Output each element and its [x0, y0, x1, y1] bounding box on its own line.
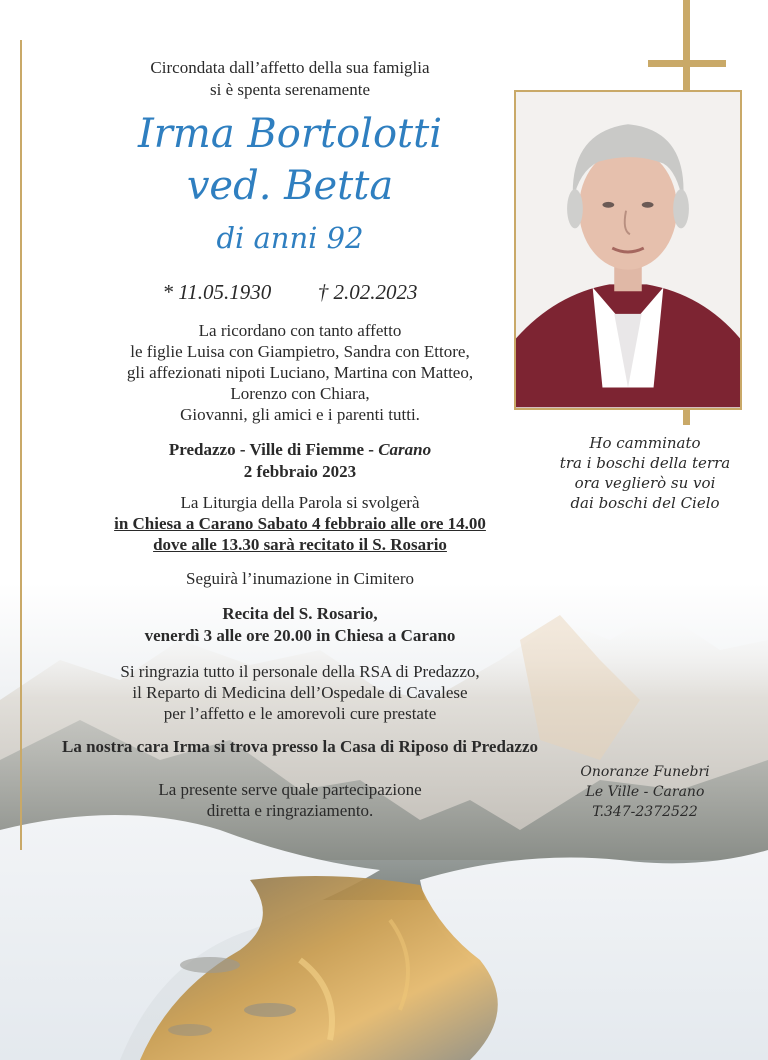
family-line-1: La ricordano con tanto affetto: [198, 321, 402, 340]
liturgy-line-2: in Chiesa a Carano Sabato 4 febbraio alle ore 14.00: [114, 514, 486, 533]
place-main: Predazzo - Ville di Fiemme -: [168, 440, 379, 459]
funeral-home-location: Le Ville - Carano: [585, 784, 705, 800]
poem-line-3: ora veglierò su voi: [574, 474, 716, 492]
family-line-2: le figlie Luisa con Giampietro, Sandra con Ettore,: [130, 342, 470, 361]
funeral-home-phone: T.347-2372522: [592, 804, 698, 820]
funeral-home-name: Onoranze Funebri: [580, 764, 710, 780]
intro-text: [90, 57, 490, 101]
place-italic: Carano: [378, 440, 432, 459]
thanks-line-2: il Reparto di Medicina dell’Ospedale di Cavalese: [132, 683, 468, 702]
intro-line-1: Circondata dall’affetto della sua famiglia: [150, 58, 430, 77]
portrait-image: [516, 92, 740, 408]
funeral-home: [545, 762, 745, 822]
liturgy-line-3: dove alle 13.30 sarà recitato il S. Rosario: [153, 535, 447, 554]
thanks-line-3: per l’affetto e le amorevoli cure prestate: [163, 704, 437, 723]
death-date: † 2.02.2023: [317, 280, 418, 304]
liturgy-text: [50, 492, 550, 555]
life-dates: [90, 278, 490, 306]
announcement-date: 2 febbraio 2023: [243, 462, 357, 481]
rosary-line-1: Recita del S. Rosario,: [222, 604, 378, 623]
portrait-photo: [514, 90, 742, 410]
rosary-line-2: venerdì 3 alle ore 20.00 in Chiesa a Carano: [144, 626, 456, 645]
closing-text: [90, 779, 490, 821]
deceased-age: di anni 92: [216, 221, 364, 255]
rosary-text: [50, 603, 550, 647]
closing-line-2: diretta e ringraziamento.: [206, 801, 374, 820]
birth-date: * 11.05.1930: [162, 280, 272, 304]
name-line-1: Irma Bortolotti: [138, 111, 442, 157]
thanks-text: [50, 661, 550, 724]
family-line-3: gli affezionati nipoti Luciano, Martina con Matteo,: [126, 363, 474, 382]
intro-line-2: si è spenta serenamente: [209, 80, 370, 99]
poem-line-1: Ho camminato: [589, 434, 701, 452]
residence-notice: La nostra cara Irma si trova presso la Casa di Riposo di Predazzo: [62, 737, 538, 756]
poem-text: [530, 433, 760, 513]
family-line-4: Lorenzo con Chiara,: [230, 384, 370, 403]
burial-text: Seguirà l’inumazione in Cimitero: [185, 569, 415, 588]
family-text: [60, 320, 540, 425]
poem-line-2: tra i boschi della terra: [559, 454, 731, 472]
place-date: [60, 439, 540, 483]
deceased-name: [60, 108, 520, 212]
name-line-2: ved. Betta: [186, 163, 394, 209]
liturgy-line-1: La Liturgia della Parola si svolgerà: [180, 493, 420, 512]
family-line-5: Giovanni, gli amici e i parenti tutti.: [180, 405, 420, 424]
poem-line-4: dai boschi del Cielo: [570, 494, 720, 512]
thanks-line-1: Si ringrazia tutto il personale della RSA di Predazzo,: [120, 662, 480, 681]
closing-line-1: La presente serve quale partecipazione: [158, 780, 422, 799]
place-line: [60, 439, 540, 461]
